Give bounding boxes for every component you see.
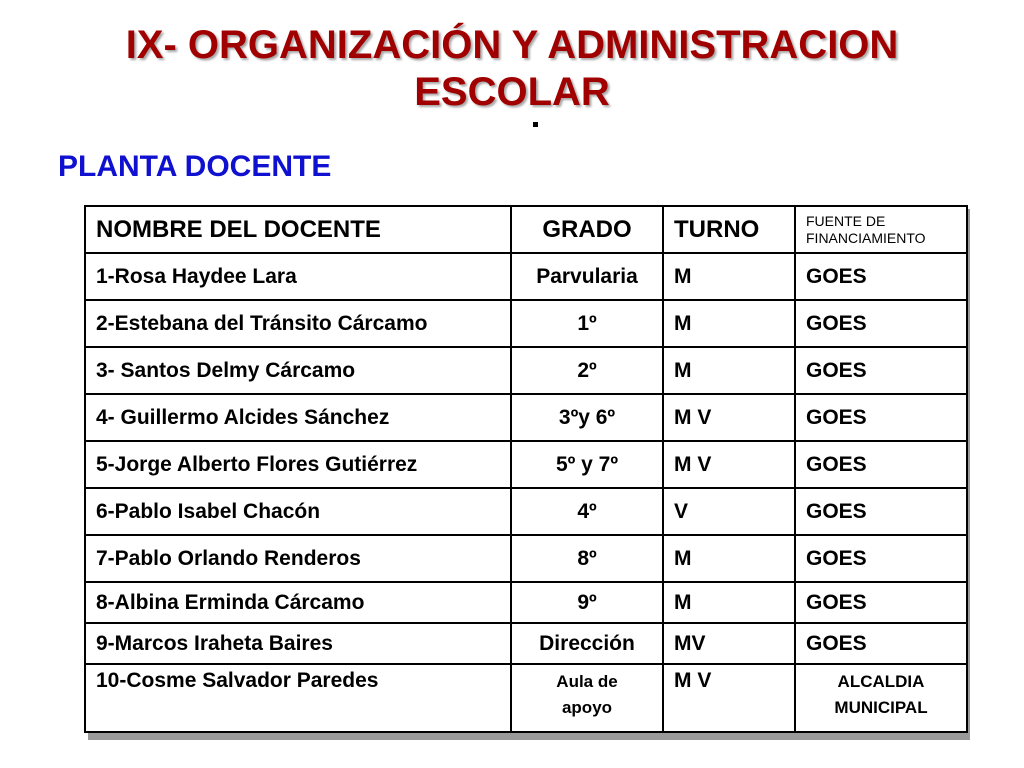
cell-funding: GOES [795, 623, 967, 664]
header-name: NOMBRE DEL DOCENTE [85, 206, 511, 253]
cell-turn: M V [663, 441, 795, 488]
cell-name: 3- Santos Delmy Cárcamo [85, 347, 511, 394]
bullet-dot [533, 122, 538, 127]
cell-name: 5-Jorge Alberto Flores Gutiérrez [85, 441, 511, 488]
table-row [85, 394, 967, 441]
cell-name: 6-Pablo Isabel Chacón [85, 488, 511, 535]
cell-grade: 2º [511, 347, 663, 394]
cell-funding: GOES [795, 394, 967, 441]
cell-turn: V [663, 488, 795, 535]
table-row [85, 623, 967, 664]
cell-grade: 3ºy 6º [511, 394, 663, 441]
cell-name: 10-Cosme Salvador Paredes [85, 664, 511, 732]
cell-grade: 8º [511, 535, 663, 582]
cell-turn: M V [663, 664, 795, 732]
header-funding [795, 206, 967, 253]
cell-grade-line-2: apoyo [561, 698, 613, 717]
table-row [85, 664, 967, 732]
cell-name: 8-Albina Erminda Cárcamo [85, 582, 511, 623]
cell-funding: GOES [795, 347, 967, 394]
table-row [85, 488, 967, 535]
cell-turn: MV [663, 623, 795, 664]
staff-table-container [84, 205, 968, 733]
cell-funding [795, 664, 967, 732]
cell-funding: GOES [795, 441, 967, 488]
cell-turn: M [663, 300, 795, 347]
cell-funding: GOES [795, 253, 967, 300]
cell-grade: Parvularia [511, 253, 663, 300]
slide-title [0, 22, 1024, 116]
table-row [85, 441, 967, 488]
cell-name: 4- Guillermo Alcides Sánchez [85, 394, 511, 441]
cell-funding: GOES [795, 535, 967, 582]
header-grade: GRADO [511, 206, 663, 253]
header-turn: TURNO [663, 206, 795, 253]
table-row [85, 300, 967, 347]
title-line-1: IX- ORGANIZACIÓN Y ADMINISTRACION [125, 23, 899, 67]
header-funding-line-2: FINANCIAMIENTO [806, 229, 926, 246]
cell-funding: GOES [795, 582, 967, 623]
cell-funding-line-1: ALCALDIA [837, 672, 925, 691]
title-line-2: ESCOLAR [414, 70, 610, 114]
cell-grade: Dirección [511, 623, 663, 664]
table-header-row [85, 206, 967, 253]
cell-name: 9-Marcos Iraheta Baires [85, 623, 511, 664]
staff-table [84, 205, 968, 733]
cell-turn: M [663, 347, 795, 394]
cell-funding-line-2: MUNICIPAL [834, 698, 928, 717]
cell-turn: M [663, 253, 795, 300]
section-subtitle: PLANTA DOCENTE [58, 150, 332, 183]
cell-funding: GOES [795, 300, 967, 347]
table-row [85, 535, 967, 582]
cell-name: 7-Pablo Orlando Renderos [85, 535, 511, 582]
cell-name: 2-Estebana del Tránsito Cárcamo [85, 300, 511, 347]
cell-grade [511, 664, 663, 732]
cell-grade: 5º y 7º [511, 441, 663, 488]
table-row [85, 253, 967, 300]
cell-funding: GOES [795, 488, 967, 535]
cell-grade: 4º [511, 488, 663, 535]
cell-turn: M [663, 582, 795, 623]
table-row [85, 582, 967, 623]
cell-grade-line-1: Aula de [556, 672, 618, 691]
cell-turn: M V [663, 394, 795, 441]
header-funding-line-1: FUENTE DE [806, 212, 886, 229]
table-row [85, 347, 967, 394]
cell-grade: 1º [511, 300, 663, 347]
cell-name: 1-Rosa Haydee Lara [85, 253, 511, 300]
cell-grade: 9º [511, 582, 663, 623]
cell-turn: M [663, 535, 795, 582]
